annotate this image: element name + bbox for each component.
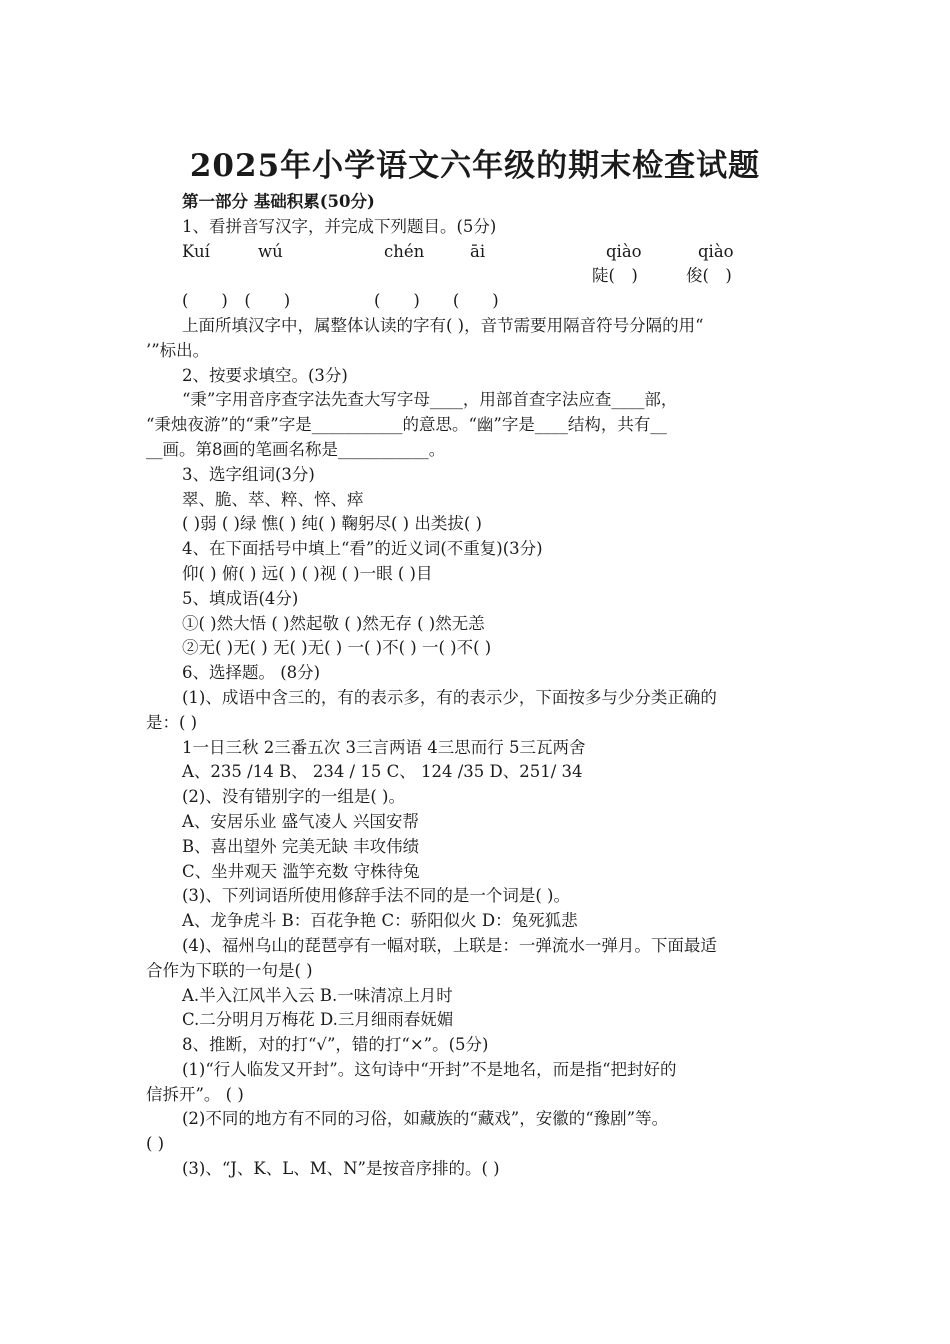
q6-s3-question: (3)、下列词语所使用修辞手法不同的是一个词是( )。: [182, 886, 570, 906]
q4-words: 仰( ) 俯( ) 远( ) ( )视 ( )一眼 ( )目: [182, 563, 433, 583]
q6-s2-question: (2)、没有错别字的一组是( )。: [182, 787, 405, 807]
q6-s1-options: A、235 /14 B、 234 / 15 C、 124 /35 D、251/ 34: [182, 762, 583, 782]
page-title: 2025年小学语文六年级的期末检查试题: [189, 148, 761, 184]
q1-note-line1: 上面所填汉字中，属整体认读的字有( )，音节需要用隔音符号分隔的用“: [182, 315, 704, 335]
exam-content: [146, 190, 810, 1182]
q4-heading: 4、在下面括号中填上“看”的近义词(不重复)(3分): [182, 539, 543, 559]
q3-heading: 3、选字组词(3分): [182, 464, 315, 484]
q6-s1-items: 1一日三秋 2三番五次 3三言两语 4三思而行 5三瓦两舍: [182, 737, 586, 757]
q2-line2: “秉烛夜游”的“秉”字是___________的意思。“幽”字是____结构，共有__: [146, 415, 667, 435]
q1-pinyin-1: Kuí: [182, 241, 210, 261]
q1-char-1: 陡( ): [592, 266, 638, 286]
q8-s2-line1: (2)不同的地方有不同的习俗，如藏族的“藏戏”，安徽的“豫剧”等。: [182, 1109, 669, 1129]
q1-pinyin-5: qiào: [606, 241, 642, 261]
q2-line1: “秉”字用音序查字法先查大写字母____，用部首查字法应查____部，: [182, 390, 678, 410]
q8-s2-line2: ( ): [146, 1134, 165, 1154]
q6-s4-line1: (4)、福州乌山的琵琶亭有一幅对联，上联是：一弹流水一弹月。下面最适: [182, 935, 717, 955]
q2-heading: 2、按要求填空。(3分): [182, 365, 348, 385]
q8-s3: (3)、“J、K、L、M、N”是按音序排的。( ): [182, 1159, 500, 1179]
q1-heading: 1、看拼音写汉字，并完成下列题目。(5分): [182, 216, 497, 236]
q5-heading: 5、填成语(4分): [182, 588, 299, 608]
q5-line1: ①( )然大悟 ( )然起敬 ( )然无存 ( )然无恙: [182, 613, 485, 633]
q5-line2: ②无( )无( ) 无( )无( ) 一( )不( ) 一( )不( ): [182, 638, 492, 658]
q1-pinyin-row: [146, 240, 810, 265]
q1-pinyin-6: qiào: [698, 241, 734, 261]
q1-pinyin-3: chén: [384, 241, 425, 261]
q6-s4-line2: 合作为下联的一句是( ): [146, 960, 313, 980]
q6-s3-options: A、龙争虎斗 B：百花争艳 C：骄阳似火 D：兔死狐悲: [182, 911, 578, 931]
q6-s2-option-a: A、安居乐业 盛气凌人 兴国安帮: [182, 811, 419, 831]
q8-heading: 8、推断，对的打“√”，错的打“×”。(5分): [182, 1035, 489, 1055]
q1-pinyin-4: āi: [470, 241, 486, 261]
q1-note-line2: ’”标出。: [146, 340, 210, 360]
q1-blanks-1: ( ) ( ): [182, 291, 291, 311]
q8-s1-line1: (1)“行人临发又开封”。这句诗中“开封”不是地名，而是指“把封好的: [182, 1059, 677, 1079]
q1-blanks-2: ( ) ( ): [374, 291, 499, 311]
q6-s1-line1: (1)、成语中含三的，有的表示多，有的表示少，下面按多与少分类正确的: [182, 687, 717, 707]
q6-s2-option-c: C、坐井观天 滥竽充数 守株待兔: [182, 861, 420, 881]
q2-line3: __画。第8画的笔画名称是___________。: [146, 439, 446, 459]
q6-s1-line2: 是：( ): [146, 712, 198, 732]
q6-s4-options-cd: C.二分明月万梅花 D.三月细雨春妩媚: [182, 1010, 454, 1030]
q1-chars-row: [146, 264, 810, 289]
q3-chars: 翠、脆、萃、粹、悴、瘁: [182, 489, 364, 509]
q1-char-2: 俊( ): [686, 266, 732, 286]
q1-pinyin-2: wú: [258, 241, 283, 261]
q6-heading: 6、选择题。 (8分): [182, 663, 321, 683]
q8-s1-line2: 信拆开”。 ( ): [146, 1084, 244, 1104]
q6-s2-option-b: B、喜出望外 完美无缺 丰攻伟绩: [182, 836, 420, 856]
q6-s4-options-ab: A.半入江风半入云 B.一味清凉上月时: [182, 985, 453, 1005]
q3-words: ( )弱 ( )绿 憔( ) 纯( ) 鞠躬尽( ) 出类拔( ): [182, 514, 482, 534]
section-heading: 第一部分 基础积累(50分): [182, 192, 375, 211]
q1-blank-row: [146, 289, 810, 314]
